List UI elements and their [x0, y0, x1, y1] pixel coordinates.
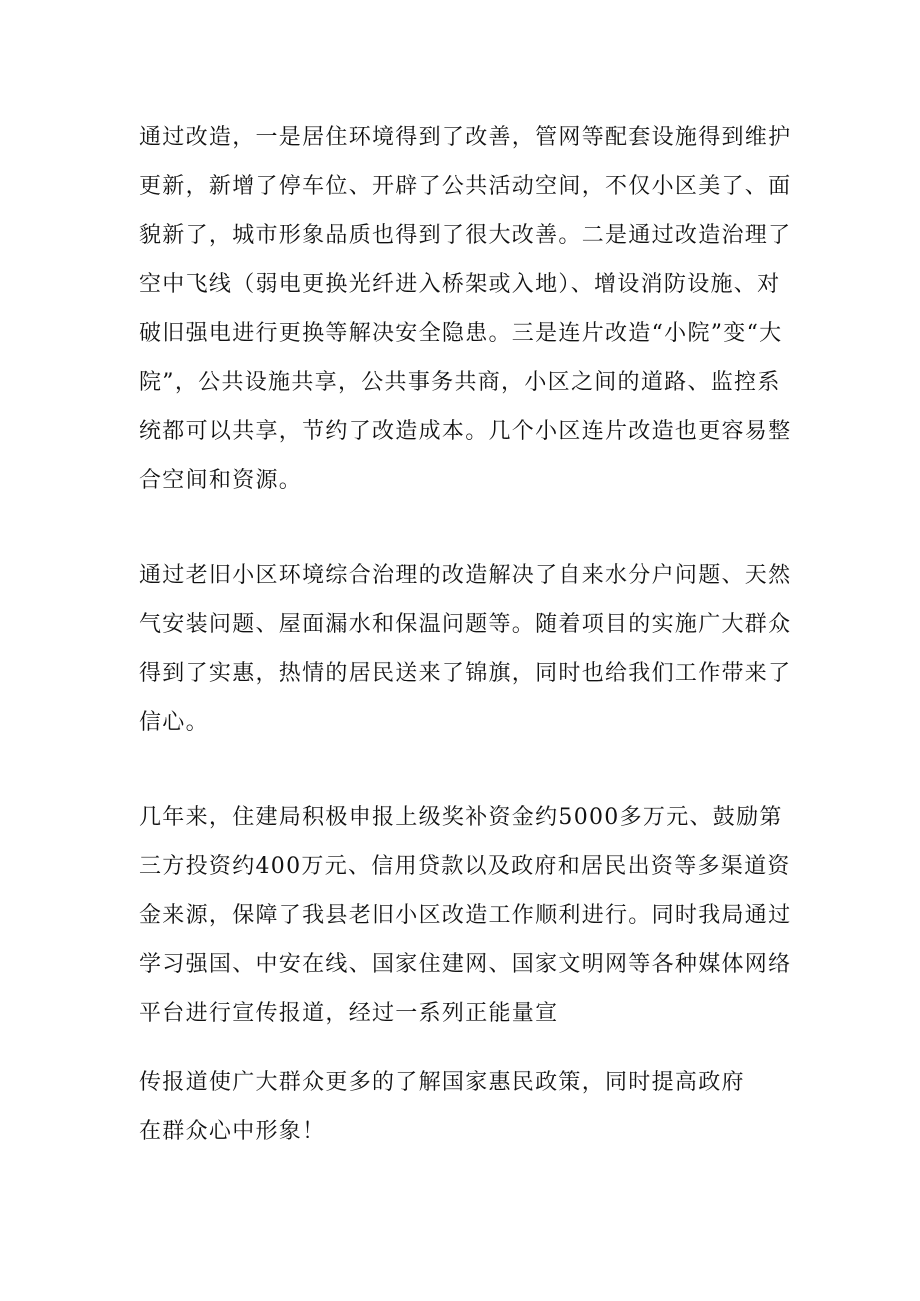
paragraph-1-line-3: 貌新了，城市形象品质也得到了很大改善。二是通过改造治理了	[139, 223, 792, 248]
paragraph-3-line-4: 学习强国、中安在线、国家住建网、国家文明网等各种媒体网络	[139, 952, 792, 977]
paragraph-4-line-2: 在群众心中形象！	[139, 1119, 326, 1144]
paragraph-2-line-1: 通过老旧小区环境综合治理的改造解决了自来水分户问题、天然	[139, 563, 792, 588]
paragraph-1-line-7: 统都可以共享，节约了改造成本。几个小区连片改造也更容易整	[139, 419, 792, 444]
paragraph-1-line-8: 合空间和资源。	[139, 468, 303, 493]
paragraph-3-line-2: 三方投资约400万元、信用贷款以及政府和居民出资等多渠道资	[139, 854, 791, 879]
paragraph-1-line-1: 通过改造，一是居住环境得到了改善，管网等配套设施得到维护	[139, 125, 792, 150]
paragraph-1-line-2: 更新，新增了停车位、开辟了公共活动空间，不仅小区美了、面	[139, 174, 792, 199]
paragraph-1-line-5: 破旧强电进行更换等解决安全隐患。三是连片改造“小院”变“大	[139, 321, 783, 346]
paragraph-3-line-3: 金来源，保障了我县老旧小区改造工作顺利进行。同时我局通过	[139, 903, 792, 928]
paragraph-2-line-3: 得到了实惠，热情的居民送来了锦旗，同时也给我们工作带来了	[139, 661, 792, 686]
paragraph-2-line-4: 信心。	[139, 710, 209, 735]
paragraph-2-line-2: 气安装问题、屋面漏水和保温问题等。随着项目的实施广大群众	[139, 612, 792, 637]
paragraph-3-line-1: 几年来，住建局积极申报上级奖补资金约5000多万元、鼓励第	[139, 805, 783, 830]
paragraph-1-line-4: 空中飞线（弱电更换光纤进入桥架或入地）、增设消防设施、对	[139, 272, 781, 297]
paragraph-3-line-5: 平台进行宣传报道，经过一系列正能量宣	[139, 1001, 559, 1026]
paragraph-4-line-1: 传报道使广大群众更多的了解国家惠民政策，同时提高政府	[139, 1070, 745, 1095]
paragraph-1-line-6: 院”，公共设施共享，公共事务共商，小区之间的道路、监控系	[139, 370, 781, 395]
